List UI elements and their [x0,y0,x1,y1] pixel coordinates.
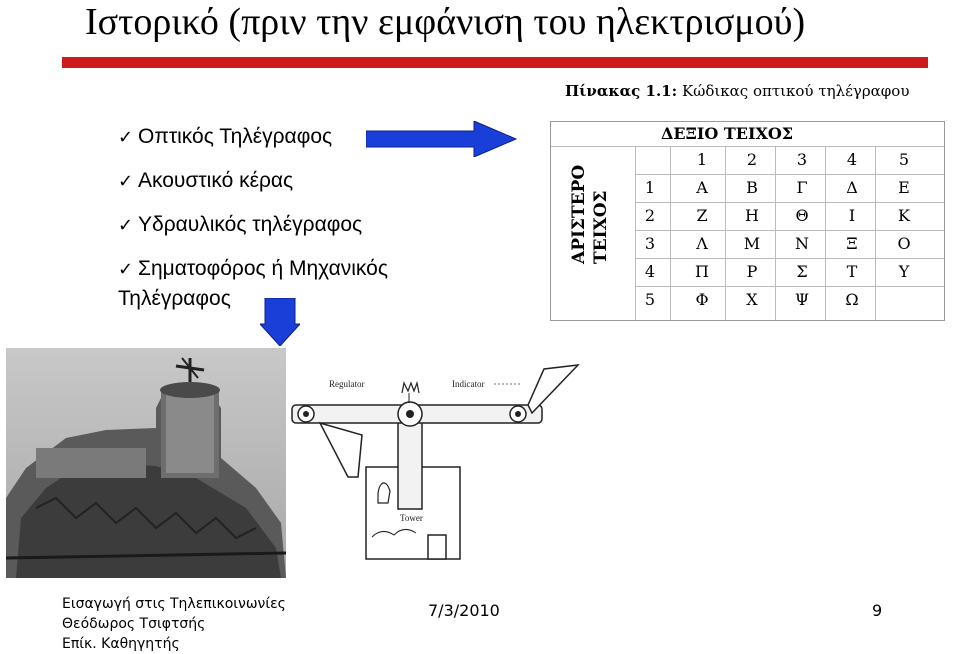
check-icon: ✓ [118,259,134,280]
table-rule [635,286,944,287]
table-cell: Μ [743,234,761,253]
table-cell: Ε [898,178,910,197]
slide-number: 9 [872,601,883,620]
arrow-down-icon [260,298,300,346]
row-index: 3 [644,234,656,253]
footer-date: 7/3/2010 [428,601,500,620]
table-cell: Σ [796,262,808,281]
table-cell: Ξ [846,234,858,253]
table-rule [635,258,944,259]
table-cell: Θ [795,206,809,225]
table-cell: Ο [897,234,911,253]
table-cell: Α [696,178,708,197]
table-side-header-2: ΤΕΙΧΟΣ [591,190,611,264]
arrow-right-icon [366,121,518,157]
table-cell: Ζ [696,206,708,225]
indicator-label: Indicator [452,379,485,389]
table-rule [635,202,944,203]
row-index: 5 [644,290,656,309]
table-cell: Ι [848,206,856,225]
bullet-text: Σηματοφόρος ή Μηχανικός [138,257,388,280]
footer-author: Θεόδωρος Τσιφτσής [62,616,206,632]
bullet-item-semaphore [118,258,388,279]
table-top-header: ΔΕΞΙΟ ΤΕΙΧΟΣ [661,124,794,143]
table-rule [635,174,944,175]
optical-telegraph-code-table [550,121,945,321]
table-cell: Η [745,206,759,225]
table-cell: Υ [898,262,910,281]
footer-course-title: Εισαγωγή στις Τηλεπικοινωνίες [62,596,286,612]
table-caption-number: Πίνακας 1.1: [565,82,678,100]
table-cell: Β [746,178,758,197]
table-rule [725,146,726,320]
row-index: 1 [644,178,656,197]
column-header: 5 [898,150,910,169]
row-index: 2 [644,206,656,225]
optical-telegraph-tower-photo [6,348,286,578]
table-caption-text: Κώδικας οπτικού τηλέγραφου [681,82,910,100]
footer-author-title: Επίκ. Καθηγητής [62,636,180,652]
check-icon: ✓ [118,215,134,236]
bullet-text: Ακουστικό κέρας [138,169,294,192]
table-rule [670,146,671,320]
table-cell: Ω [845,290,859,309]
table-side-header-1: ΑΡΙΣΤΕΡΟ [569,164,589,264]
title-underline-bar [62,57,928,68]
table-cell: Γ [796,178,808,197]
column-header: 2 [746,150,758,169]
table-caption [565,82,909,100]
table-body [635,122,944,320]
column-header: 1 [696,150,708,169]
check-icon: ✓ [118,127,134,148]
table-rule [775,146,776,320]
check-icon: ✓ [118,171,134,192]
bullet-item-optical [118,126,332,147]
bullet-item-hydraulic [118,214,362,235]
table-cell: Ν [795,234,809,253]
table-cell: Ψ [794,290,810,309]
table-cell: Κ [898,206,910,225]
table-rule [875,146,876,320]
semaphore-mechanism-diagram [282,355,582,570]
bullet-text: Υδραυλικός τηλέγραφος [138,213,363,236]
regulator-label: Regulator [329,379,365,389]
table-cell: Λ [696,234,708,253]
column-header: 3 [796,150,808,169]
row-index: 4 [644,262,656,281]
table-cell: Ρ [746,262,758,281]
bullet-item-acoustic [118,170,293,191]
bullet-text: Οπτικός Τηλέγραφος [138,125,333,148]
table-rule [635,230,944,231]
slide-title: Ιστορικό (πριν την εμφάνιση του ηλεκτρισμού) [85,1,806,43]
bullet-continuation: Τηλέγραφος [118,287,231,310]
column-header: 4 [846,150,858,169]
table-cell: Χ [746,290,758,309]
tower-label: Tower [400,513,423,523]
table-cell: Φ [695,290,709,309]
table-rule [825,146,826,320]
table-cell: Τ [846,262,858,281]
table-cell: Δ [846,178,858,197]
footer-course-info [62,594,286,654]
table-cell: Π [695,262,709,281]
